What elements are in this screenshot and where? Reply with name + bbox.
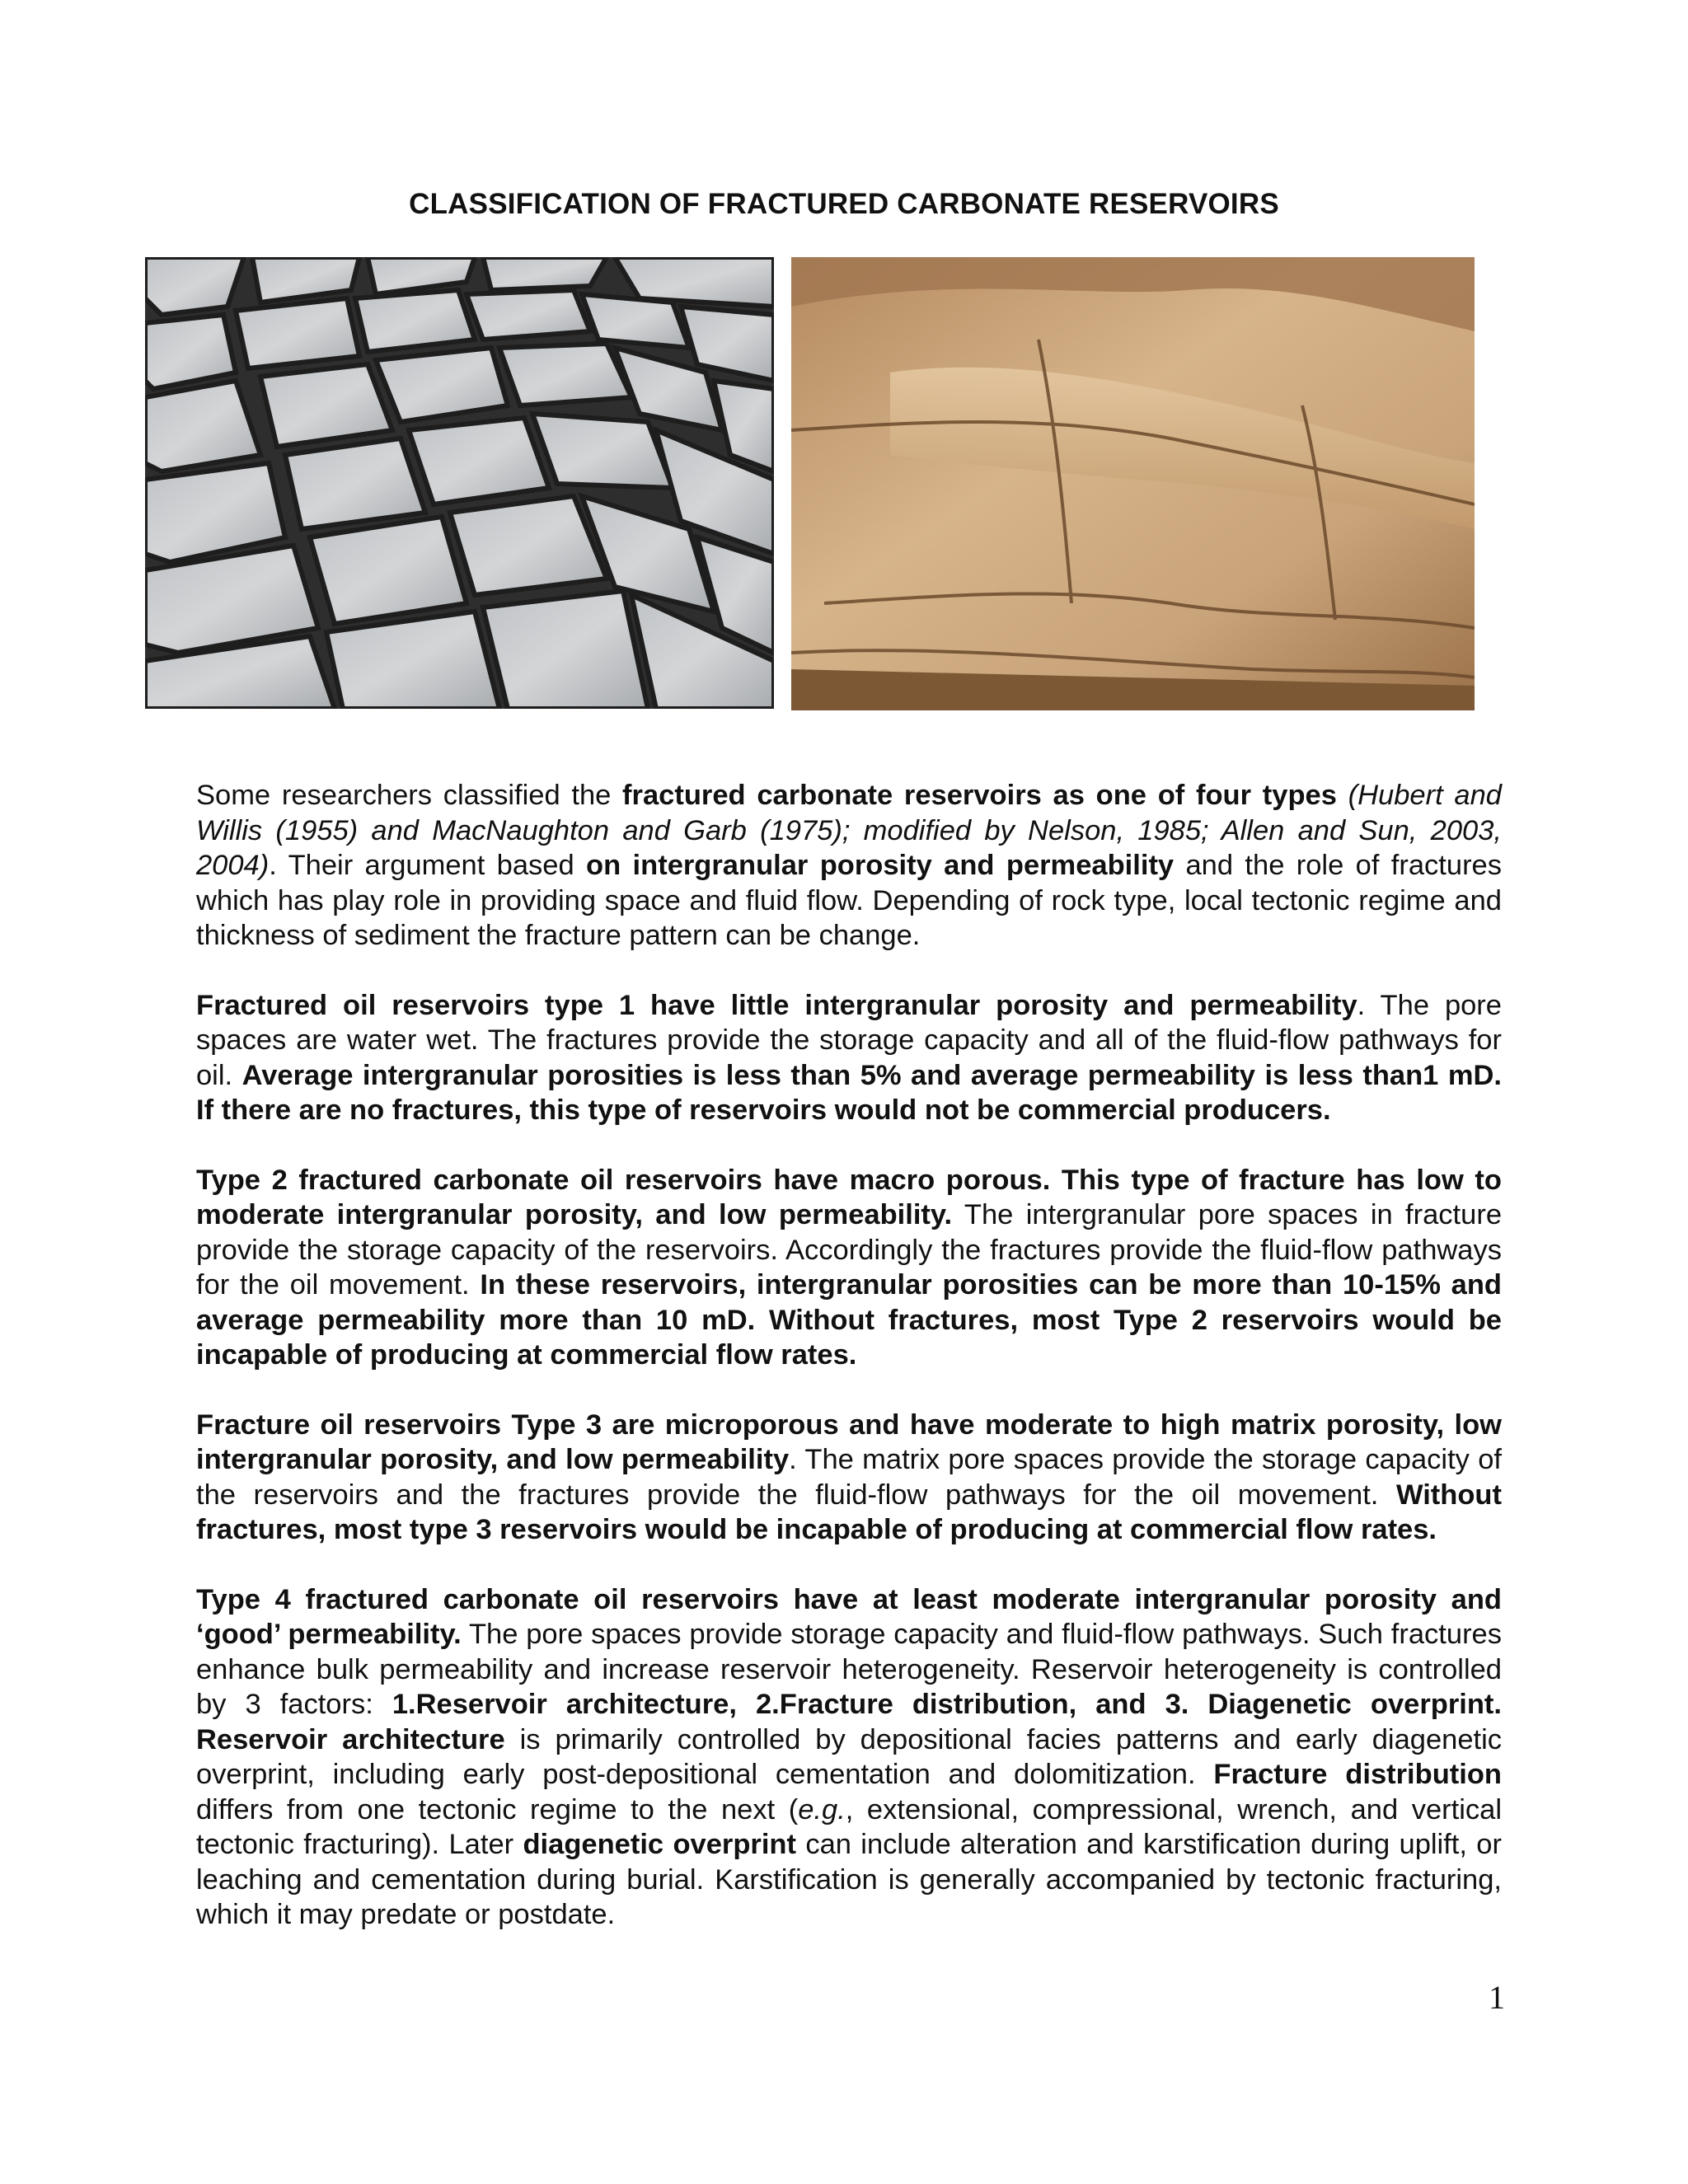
italic-text: (Hubert and Willis (1955) and MacNaughton and Garb (1975); modified by Nelson, 1985; Allen and Sun, 2003, 2004) bbox=[196, 780, 1502, 881]
fractured-sandstone-photo bbox=[791, 257, 1475, 710]
bold-text: fractured carbonate reservoirs as one of four types bbox=[622, 780, 1337, 811]
paragraph-intro bbox=[196, 778, 1502, 954]
bold-text: 1.Reservoir architecture, 2.Fracture distribution, and 3. Diagenetic overprint. Reservoir architecture bbox=[196, 1689, 1502, 1755]
paragraph-type-4 bbox=[196, 1582, 1502, 1933]
body-text bbox=[196, 778, 1502, 1967]
fractured-limestone-photo bbox=[145, 257, 774, 709]
bold-text: Average intergranular porosities is less than 5% and average permeability is less than1 mD. If there are no fractures, this type of reservoirs would not be commercial producers. bbox=[196, 1059, 1502, 1126]
text-run: can include alteration and karstification during uplift, or leaching and cementation during burial. Karstification is generally accompanied by tectonic fracturing, which it may predate or postdate. bbox=[196, 1829, 1502, 1930]
text-run: is primarily controlled by depositional facies patterns and early diagenetic overprint, including early post-depositional cementation and dolomitization. bbox=[196, 1723, 1502, 1790]
paragraph-type-3 bbox=[196, 1408, 1502, 1548]
text-run: The intergranular pore spaces in fracture provide the storage capacity of the reservoirs. Accordingly the fractures provide the fluid-flow pathways for the oil movement. bbox=[196, 1199, 1503, 1301]
paragraph-type-1 bbox=[196, 988, 1502, 1128]
text-run: differs from one tectonic regime to the next ( bbox=[196, 1793, 799, 1825]
bold-text: Fracture oil reservoirs Type 3 are microporous and have moderate to high matrix porosity, low intergranular porosity, and low permeability bbox=[196, 1408, 1502, 1475]
text-run: . Their argument based bbox=[269, 850, 587, 881]
italic-text: e.g. bbox=[798, 1793, 846, 1825]
text-run: The pore spaces provide storage capacity and fluid-flow pathways. Such fractures enhance bulk permeability and increase reservoir heterogeneity. Reservoir heterogeneity is controlled by 3 factors: bbox=[196, 1619, 1502, 1720]
page-number: 1 bbox=[1489, 1979, 1505, 2016]
bold-text: Type 4 fractured carbonate oil reservoirs have at least moderate intergranular porosity and ‘good’ permeability. bbox=[196, 1583, 1502, 1650]
paragraph-type-2 bbox=[196, 1163, 1502, 1373]
text-run: , extensional, compressional, wrench, and vertical tectonic fracturing). Later bbox=[196, 1793, 1502, 1860]
page-title: CLASSIFICATION OF FRACTURED CARBONATE RESERVOIRS bbox=[409, 188, 1279, 220]
text-run bbox=[1337, 780, 1348, 811]
bold-text: on intergranular porosity and permeability bbox=[586, 850, 1175, 881]
text-run: and the role of fractures which has play role in providing space and fluid flow. Depending of rock type, local tectonic regime and thickness of sediment the fracture pattern can be change. bbox=[196, 850, 1502, 951]
text-run: Some researchers classified the bbox=[196, 780, 623, 811]
text-run: . The matrix pore spaces provide the storage capacity of the reservoirs and the fractures provide the fluid-flow pathways for the oil movement. bbox=[196, 1444, 1502, 1511]
bold-text: Fracture distribution bbox=[1213, 1759, 1502, 1790]
bold-text: Type 2 fractured carbonate oil reservoirs have macro porous. This type of fracture has low to moderate intergranular porosity, and low permeability. bbox=[196, 1164, 1502, 1230]
bold-text: Without fractures, most type 3 reservoirs would be incapable of producing at commercial flow rates. bbox=[196, 1479, 1502, 1545]
bold-text: In these reservoirs, intergranular porosities can be more than 10-15% and average permeability more than 10 mD. Without fractures, most Type 2 reservoirs would be incapable of producing at commercial flow rates. bbox=[196, 1269, 1502, 1371]
text-run: . The pore spaces are water wet. The fractures provide the storage capacity and all of the fluid-flow pathways for oil. bbox=[196, 989, 1502, 1091]
bold-text: diagenetic overprint bbox=[523, 1829, 796, 1860]
bold-text: Fractured oil reservoirs type 1 have little intergranular porosity and permeability bbox=[196, 989, 1357, 1021]
